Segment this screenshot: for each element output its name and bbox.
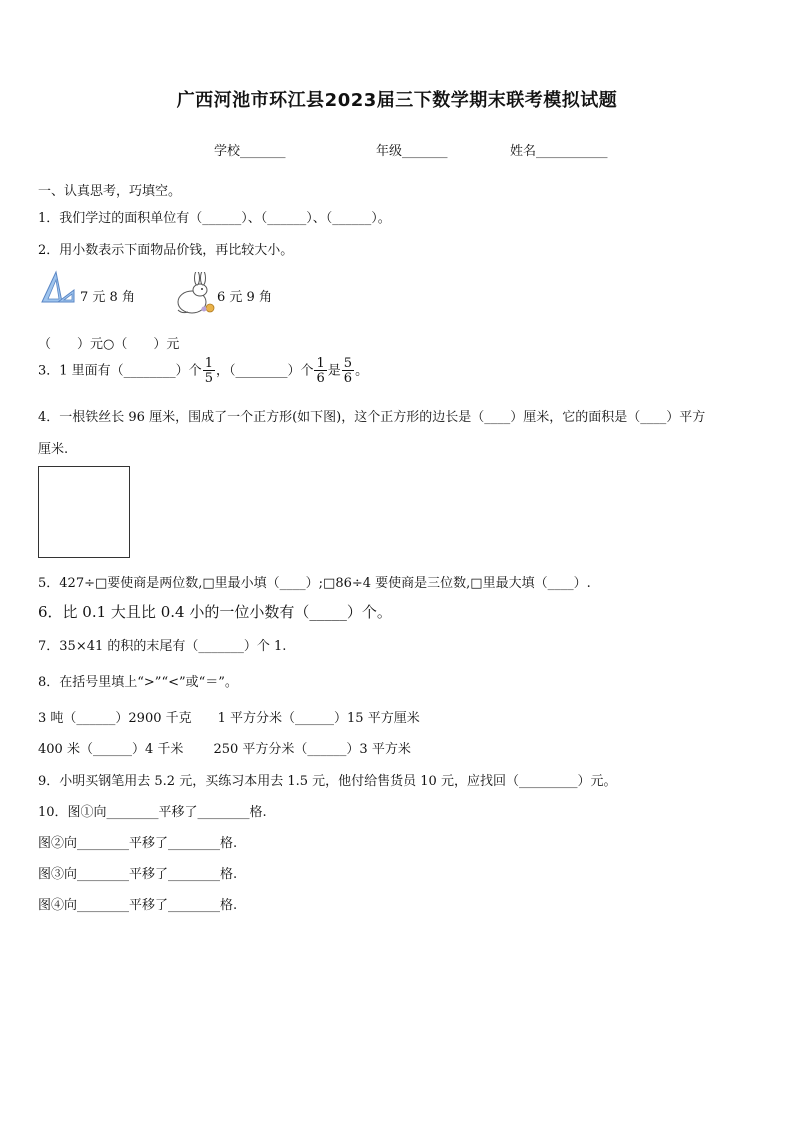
name-field[interactable]: 姓名___________ — [510, 144, 608, 159]
fraction-numerator: 5 — [343, 356, 353, 371]
rabbit-toy-icon — [170, 272, 216, 316]
fraction-numerator: 1 — [204, 356, 213, 371]
question-10-line1: 10．图①向________平移了________格. — [38, 805, 267, 820]
question-5: 5．427÷□要使商是两位数,□里最小填（____）;□86÷4 要使商是三位数,□里最大填（____）. — [38, 576, 591, 591]
item1-price: 7 元 8 角 — [80, 290, 135, 305]
question-8: 8．在括号里填上“>”“<”或“＝”。 — [38, 675, 238, 690]
section-heading: 一、认真思考，巧填空。 — [38, 184, 182, 199]
fraction-numerator: 1 — [316, 356, 325, 371]
question-8-row1: 3 吨（______）2900 千克 1 平方分米（______）15 平方厘米 — [38, 711, 420, 726]
q3-prefix: 3．1 里面有（________）个 — [38, 363, 202, 379]
fraction-2 — [314, 357, 326, 385]
question-3 — [38, 357, 368, 385]
question-1: 1．我们学过的面积单位有（______）、（______）、（______）。 — [38, 211, 391, 226]
q3-end: 。 — [355, 363, 369, 379]
question-9: 9．小明买钢笔用去 5.2 元，买练习本用去 1.5 元，他付给售货员 10 元，应找回（_________）元。 — [38, 774, 617, 789]
fraction-denominator: 5 — [204, 371, 213, 386]
question-4-line2: 厘米. — [38, 442, 69, 457]
fraction-1 — [203, 357, 215, 385]
triangle-ruler-icon — [40, 270, 76, 304]
question-2-answer: （ ）元○（ ）元 — [38, 337, 180, 352]
question-7: 7．35×41 的积的末尾有（_______）个 1. — [38, 639, 287, 654]
fraction-denominator: 6 — [316, 371, 325, 386]
question-10-line3: 图③向________平移了________格. — [38, 867, 238, 882]
question-8-row2: 400 米（______）4 千米 250 平方分米（______）3 平方米 — [38, 742, 411, 757]
question-10-line4: 图④向________平移了________格. — [38, 898, 238, 913]
question-2: 2．用小数表示下面物品价钱，再比较大小。 — [38, 243, 294, 258]
school-field[interactable]: 学校_______ — [214, 144, 286, 159]
question-10-line2: 图②向________平移了________格. — [38, 836, 238, 851]
item2-price: 6 元 9 角 — [217, 290, 272, 305]
q3-mid: ，（________）个 — [215, 363, 314, 379]
grade-field[interactable]: 年级_______ — [376, 144, 448, 159]
fraction-denominator: 6 — [343, 371, 353, 386]
page-title: 广西河池市环江县2023届三下数学期末联考模拟试题 — [176, 90, 618, 111]
fraction-3 — [342, 357, 354, 385]
question-6: 6．比 0.1 大且比 0.4 小的一位小数有（_____）个。 — [38, 603, 392, 621]
question-4-line1: 4．一根铁丝长 96 厘米，围成了一个正方形(如下图)，这个正方形的边长是（____）厘米，它的面积是（____）平方 — [38, 410, 706, 425]
q3-is: 是 — [327, 363, 341, 379]
square-figure — [38, 466, 130, 558]
